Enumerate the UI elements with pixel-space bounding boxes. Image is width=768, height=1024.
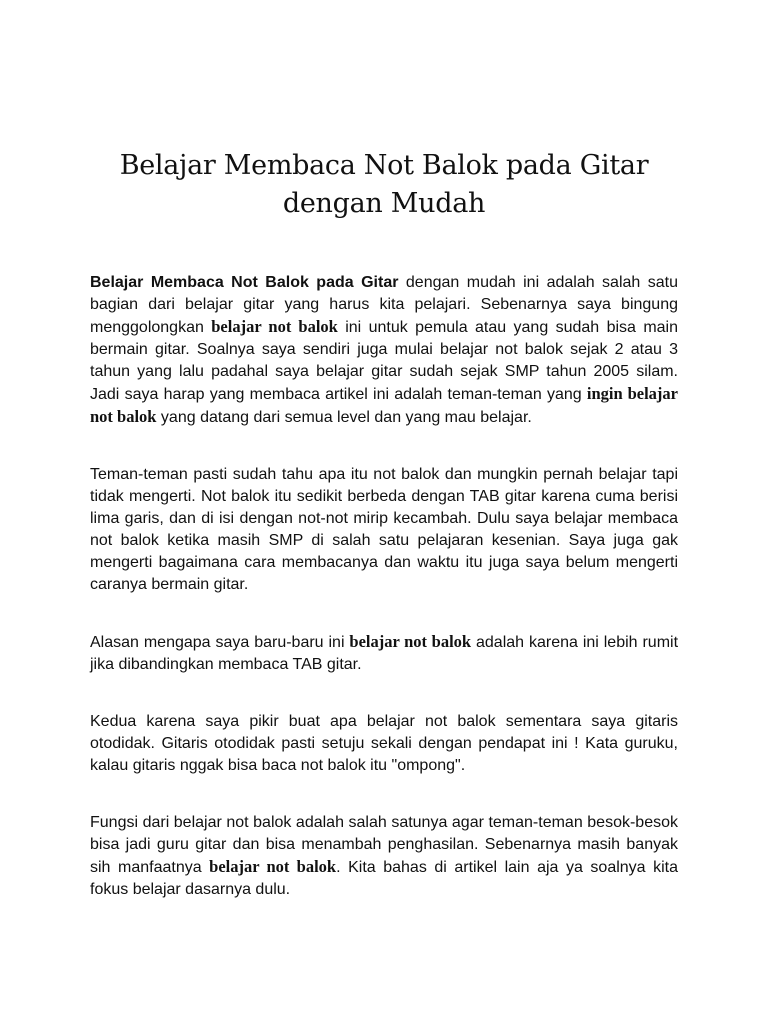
paragraph-text: yang datang dari semua level dan yang mau belajar. bbox=[156, 409, 532, 426]
paragraph-text: adalah karena ini lebih rumit jika dibandingkan membaca TAB gitar. bbox=[90, 634, 679, 673]
paragraph-text: ini untuk pemula atau yang sudah bisa main bermain gitar. Soalnya saya sendiri juga mulai belajar not balok sejak 2 atau 3 tahun yang lalu padahal saya belajar gitar sudah sejak SMP tahun 2005 silam. Jadi saya harap yang membaca artikel ini adalah teman-teman yang bbox=[90, 319, 678, 403]
paragraph-3 bbox=[90, 631, 678, 676]
paragraph-4 bbox=[90, 711, 678, 777]
paragraph-text: dengan mudah ini adalah salah satu bagian dari belajar gitar yang harus kita pelajari. Sebenarnya saya bingung menggolongkan bbox=[90, 274, 679, 336]
title-line-2: dengan Mudah bbox=[282, 188, 486, 219]
paragraph-text: . Kita bahas di artikel lain aja ya soalnya kita fokus belajar dasarnya dulu. bbox=[90, 859, 679, 898]
paragraph-intro bbox=[90, 272, 678, 429]
paragraph-text: Teman-teman pasti sudah tahu apa itu not balok dan mungkin pernah belajar tapi tidak mengerti. Not balok itu sedikit berbeda dengan TAB gitar karena cuma berisi lima garis, dan di isi dengan not-not mirip kecambah. Dulu saya belajar membaca not balok ketika masih SMP di salah satu pelajaran kesenian. Saya juga gak mengerti bagaimana cara membacanya dan waktu itu juga saya belum mengerti caranya bermain gitar. bbox=[90, 466, 678, 593]
title-line-1: Belajar Membaca Not Balok pada Gitar bbox=[119, 150, 649, 181]
paragraph-text: Fungsi dari belajar not balok adalah salah satunya agar teman-teman besok-besok bisa jadi guru gitar dan bisa menambah penghasilan. Sebenarnya masih banyak sih manfaatnya bbox=[90, 814, 678, 876]
paragraph-text: Kedua karena saya pikir buat apa belajar not balok sementara saya gitaris otodidak. Gitaris otodidak pasti setuju sekali dengan pendapat ini ! Kata guruku, kalau gitaris nggak bisa baca not balok itu "ompong". bbox=[90, 713, 678, 774]
intro-bold-phrase: Belajar Membaca Not Balok pada Gitar bbox=[90, 274, 399, 291]
keyword-bold: belajar not balok bbox=[209, 857, 337, 876]
article-body bbox=[90, 272, 678, 901]
keyword-bold: ingin belajar not balok bbox=[90, 384, 678, 426]
paragraph-text: Alasan mengapa saya baru-baru ini bbox=[90, 634, 350, 651]
paragraph-2 bbox=[90, 464, 678, 596]
paragraph-5 bbox=[90, 812, 678, 901]
document-title bbox=[90, 147, 678, 223]
keyword-bold: belajar not balok bbox=[349, 632, 472, 651]
keyword-bold: belajar not balok bbox=[211, 317, 338, 336]
